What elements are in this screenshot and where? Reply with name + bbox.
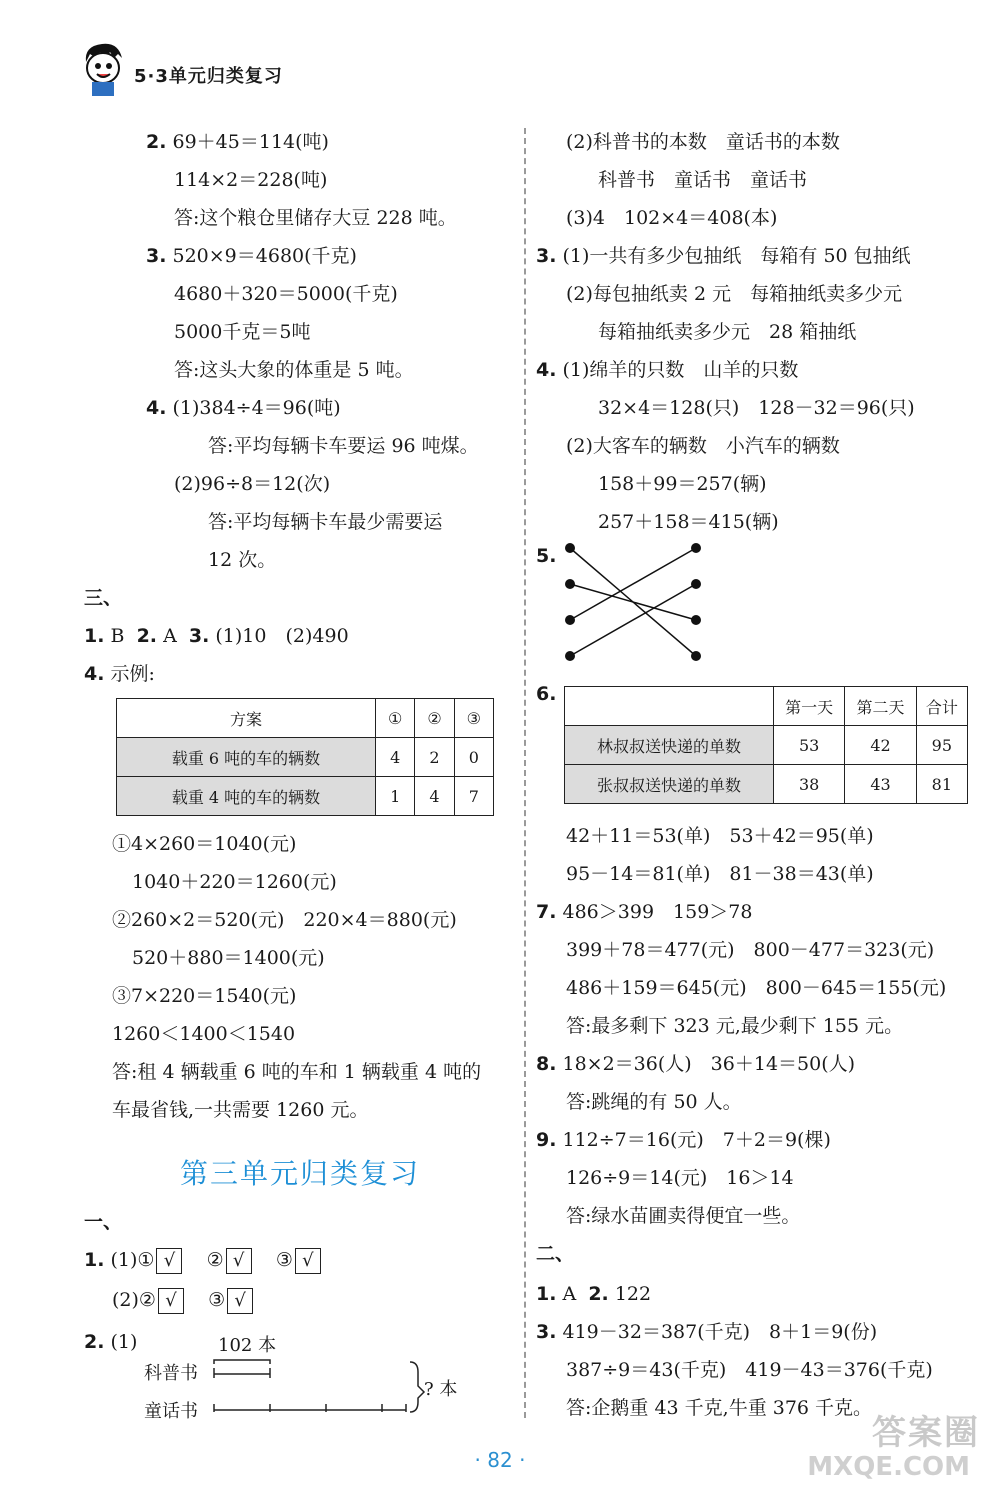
answer-line: 520＋880＝1400(元): [132, 947, 325, 969]
table-cell: 载重 4 吨的车的辆数: [117, 777, 376, 816]
question-number: 1.: [84, 1249, 105, 1271]
check-box: √: [295, 1248, 321, 1274]
answer-line: 5000千克＝5吨: [174, 321, 311, 343]
answer-line: (1)绵羊的只数 山羊的只数: [562, 359, 799, 381]
answer-line: 答:最多剩下 323 元,最少剩下 155 元。: [566, 1015, 904, 1037]
answer-line: 18×2＝36(人) 36＋14＝50(人): [562, 1053, 856, 1075]
cartoon-boy-icon: [78, 40, 128, 98]
question-number: 3.: [536, 1321, 557, 1343]
table-cell: 7: [454, 777, 493, 816]
answer-line: 486＞399 159＞78: [562, 901, 753, 923]
unit-title: 第三单元归类复习: [180, 1157, 421, 1190]
check-box: √: [156, 1248, 182, 1274]
answer-value: B: [110, 625, 125, 647]
answer-line: 12 次。: [208, 549, 277, 571]
answer-line: 1260＜1400＜1540: [112, 1023, 296, 1045]
answer-line: 399＋78＝477(元) 800－477＝323(元): [566, 939, 935, 961]
watermark-logo: 答案圈: [872, 1413, 980, 1453]
table-row: [565, 765, 968, 804]
table-cell: 载重 6 吨的车的辆数: [117, 738, 376, 777]
answer-label: (2)②: [112, 1289, 156, 1311]
answer-line: 车最省钱,一共需要 1260 元。: [112, 1099, 369, 1121]
answer-line: 95－14＝81(单) 81－38＝43(单): [566, 863, 874, 885]
table-cell: 1: [376, 777, 415, 816]
question-number: 1.: [536, 1283, 557, 1305]
answer-line: (3)4 102×4＝408(本): [566, 207, 778, 229]
section-heading: 三、: [84, 587, 123, 609]
answer-line: 答:这头大象的体重是 5 吨。: [174, 359, 414, 381]
table-header-cell: 方案: [117, 699, 376, 738]
question-number: 4.: [536, 359, 557, 381]
match-dot: [565, 579, 575, 589]
question-number: 8.: [536, 1053, 557, 1075]
table-row: [117, 699, 494, 738]
table-row: [565, 687, 968, 726]
answer-line: 419－32＝387(千克) 8＋1＝9(份): [562, 1321, 878, 1343]
matching-lines-diagram: [560, 538, 740, 668]
table-cell: 0: [454, 738, 493, 777]
diagram-label: 科普书: [144, 1363, 198, 1384]
diagram-label: 童话书: [144, 1401, 198, 1422]
answer-line: 答:这个粮仓里储存大豆 228 吨。: [174, 207, 457, 229]
question-number: 4.: [84, 663, 105, 685]
answer-label: (1)①: [110, 1249, 155, 1271]
match-dot: [565, 651, 575, 661]
answer-label: ③: [208, 1289, 226, 1311]
table-header-cell: 第二天: [845, 687, 916, 726]
answer-line: (2)96÷8＝12(次): [174, 473, 331, 495]
check-box: √: [227, 1288, 253, 1314]
question-number: 1.: [84, 625, 105, 647]
table-header-cell: ②: [415, 699, 454, 738]
answer-value: A: [562, 1283, 577, 1305]
answer-value: A: [163, 625, 177, 647]
match-dot: [691, 579, 701, 589]
table-cell: 林叔叔送快递的单数: [565, 726, 774, 765]
question-number: 3.: [536, 245, 557, 267]
answer-line: 每箱抽纸卖多少元 28 箱抽纸: [598, 321, 857, 343]
answer-line: 4680＋320＝5000(千克): [174, 283, 398, 305]
answer-line: 114×2＝228(吨): [174, 169, 328, 191]
answer-line: 答:平均每辆卡车要运 96 吨煤。: [208, 435, 479, 457]
question-number: 3.: [188, 625, 210, 647]
answer-line: 42＋11＝53(单) 53＋42＝95(单): [566, 825, 874, 847]
table-cell: 张叔叔送快递的单数: [565, 765, 774, 804]
match-dot: [565, 543, 575, 553]
answer-line: 示例:: [110, 663, 155, 685]
answer-line: 520×9＝4680(千克): [172, 245, 357, 267]
table-cell: 38: [774, 765, 845, 804]
table-cell: 4: [376, 738, 415, 777]
answer-line: 答:租 4 辆载重 6 吨的车和 1 辆载重 4 吨的: [112, 1061, 482, 1083]
page-header: [78, 40, 378, 100]
answer-line: (2)科普书的本数 童话书的本数: [566, 131, 840, 153]
answer-line: 257＋158＝415(辆): [598, 511, 779, 533]
match-dot: [691, 543, 701, 553]
answer-line: (1)一共有多少包抽纸 每箱有 50 包抽纸: [562, 245, 911, 267]
answer-line: 387÷9＝43(千克) 419－43＝376(千克): [566, 1359, 933, 1381]
answer-line: 科普书 童话书 童话书: [598, 169, 808, 191]
answer-line: (2)每包抽纸卖 2 元 每箱抽纸卖多少元: [566, 283, 903, 305]
question-number: 2.: [588, 1283, 609, 1305]
table-header-cell: 合计: [916, 687, 967, 726]
answer-line: 32×4＝128(只) 128－32＝96(只): [598, 397, 915, 419]
section-heading: 二、: [536, 1243, 575, 1265]
answer-line: ①4×260＝1040(元): [112, 833, 297, 855]
table-header-cell: [565, 687, 774, 726]
table-row: [117, 777, 494, 816]
question-number: 7.: [536, 901, 557, 923]
table-cell: 53: [774, 726, 845, 765]
question-number: 4.: [146, 397, 167, 419]
table-cell: 95: [916, 726, 967, 765]
question-number: 2.: [146, 131, 167, 153]
diagram-label: ? 本: [424, 1379, 458, 1400]
check-box: √: [158, 1288, 184, 1314]
table-cell: 42: [845, 726, 916, 765]
answer-value: (1)10 (2)490: [215, 625, 349, 647]
question-number: 5.: [536, 545, 557, 567]
column-divider: [524, 128, 526, 1418]
answer-line: (2)大客车的辆数 小汽车的辆数: [566, 435, 840, 457]
answer-label: ③: [275, 1249, 293, 1271]
match-dot: [691, 651, 701, 661]
answer-label: (1): [110, 1331, 138, 1353]
delivery-table: [564, 686, 968, 804]
match-dot: [691, 615, 701, 625]
answer-line: 69＋45＝114(吨): [172, 131, 329, 153]
answer-line: ②260×2＝520(元) 220×4＝880(元): [112, 909, 457, 931]
segment-diagram: [208, 1352, 428, 1414]
answer-line: 答:企鹅重 43 千克,牛重 376 千克。: [566, 1397, 873, 1419]
table-header-cell: ③: [454, 699, 493, 738]
answer-label: ②: [206, 1249, 224, 1271]
table-cell: 81: [916, 765, 967, 804]
table-cell: 43: [845, 765, 916, 804]
answer-line: 答:绿水苗圃卖得便宜一些。: [566, 1205, 801, 1227]
header-title: 5·3单元归类复习: [134, 66, 283, 87]
question-number: 3.: [146, 245, 167, 267]
answer-line: 112÷7＝16(元) 7＋2＝9(棵): [562, 1129, 831, 1151]
question-number: 2.: [136, 625, 158, 647]
answer-line: ③7×220＝1540(元): [112, 985, 297, 1007]
watermark-site: MXQE.COM: [807, 1452, 970, 1482]
question-number: 2.: [84, 1331, 105, 1353]
diagram-label: 102 本: [218, 1335, 277, 1356]
check-box: √: [226, 1248, 252, 1274]
table-cell: 4: [415, 777, 454, 816]
table-header-cell: 第一天: [774, 687, 845, 726]
table-row: [117, 738, 494, 777]
answer-line: 126÷9＝14(元) 16＞14: [566, 1167, 794, 1189]
answer-line: 158＋99＝257(辆): [598, 473, 767, 495]
table-header-cell: ①: [376, 699, 415, 738]
answer-line: 答:跳绳的有 50 人。: [566, 1091, 742, 1113]
table-cell: 2: [415, 738, 454, 777]
answer-line: 486＋159＝645(元) 800－645＝155(元): [566, 977, 947, 999]
answer-line: (1)384÷4＝96(吨): [172, 397, 341, 419]
answer-value: 122: [614, 1283, 652, 1305]
table-row: [565, 726, 968, 765]
section-heading: 一、: [84, 1211, 123, 1233]
answer-line: 答:平均每辆卡车最少需要运: [208, 511, 443, 533]
page-number: · 82 ·: [474, 1448, 526, 1472]
match-dot: [565, 615, 575, 625]
answer-line: 1040＋220＝1260(元): [132, 871, 337, 893]
question-number: 6.: [536, 683, 557, 705]
question-number: 9.: [536, 1129, 557, 1151]
plan-table: [116, 698, 494, 816]
